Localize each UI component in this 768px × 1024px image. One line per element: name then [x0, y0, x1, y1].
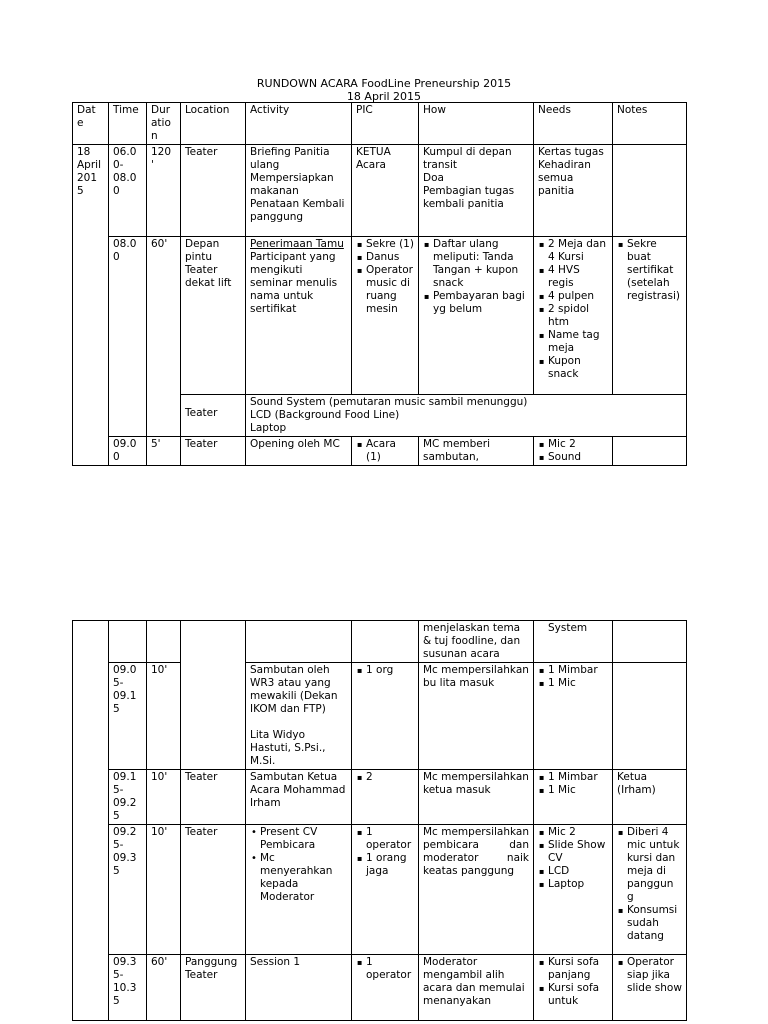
notes-cell [613, 825, 687, 955]
location-cell: Teater [181, 437, 246, 466]
location-cell: Teater [181, 770, 246, 825]
rundown-table [72, 102, 687, 466]
how-cell [419, 145, 534, 237]
needs-cell [534, 237, 613, 395]
needs-item: ▪ Mic 2 [548, 826, 608, 839]
notes-cell [613, 663, 687, 770]
pic-cell: KETUA Acara [352, 145, 419, 237]
location-cell [181, 621, 246, 770]
pic-item: ▪ 1 orang jaga [366, 852, 414, 878]
time-cell: 08.0 0 [109, 237, 147, 437]
location-cell: Teater [181, 395, 246, 437]
header-activity: Activity [246, 103, 352, 145]
needs-item: ▪ 1 Mic [548, 784, 608, 797]
equipment-line: LCD (Background Food Line) [250, 409, 400, 421]
pic-cell [352, 663, 419, 770]
how-line: Doa [423, 172, 444, 184]
notes-cell [613, 145, 687, 237]
time-cell: 09.0 5- 09.1 5 [109, 663, 147, 770]
pic-item: ▪ 1 org [366, 664, 414, 677]
table-row [73, 237, 687, 395]
notes-item: ▪ Sekre buat sertifikat (setelah registrasi) [627, 238, 682, 303]
how-cell: Mc mempersilahkan ketua masuk [419, 770, 534, 825]
location-cell: Depan pintu Teater dekat lift [181, 237, 246, 395]
how-cell [419, 237, 534, 395]
pic-cell [352, 621, 419, 663]
pic-cell [352, 437, 419, 466]
duration-cell: 10' [147, 663, 181, 770]
table-row [73, 955, 687, 1021]
pic-item: ▪ 2 [366, 771, 414, 784]
how-item: ▪ Daftar ulang meliputi: Tanda Tangan + kupon snack [433, 238, 529, 290]
equipment-cell [246, 395, 687, 437]
notes-item: ▪ Diberi 4 mic untuk kursi dan meja di panggun g [627, 826, 682, 904]
table-row [73, 437, 687, 466]
header-row [73, 103, 687, 145]
needs-cell [534, 825, 613, 955]
duration-cell [147, 621, 181, 663]
time-cell: 09.1 5- 09.2 5 [109, 770, 147, 825]
header-location: Location [181, 103, 246, 145]
needs-item: ▪ 1 Mimbar [548, 664, 608, 677]
activity-item: • Present CV Pembicara [260, 826, 347, 852]
time-cell: 06.0 0- 08.0 0 [109, 145, 147, 237]
duration-cell: 60' [147, 955, 181, 1021]
needs-item: ▪ Slide Show CV [548, 839, 608, 865]
time-cell: 09.2 5- 09.3 5 [109, 825, 147, 955]
table-row [73, 145, 687, 237]
activity-item: • Mc menyerahkan kepada Moderator [260, 852, 347, 904]
equipment-line: Laptop [250, 422, 287, 434]
needs-item: ▪ 4 HVS regis [548, 264, 608, 290]
needs-cell: Kertas tugas Kehadiran semua panitia [534, 145, 613, 237]
how-line: Pembagian tugas kembali panitia [423, 185, 515, 210]
time-cell: 09.3 5- 10.3 5 [109, 955, 147, 1021]
pic-item: ▪ 1 operator [366, 826, 414, 852]
header-duration: Dur atio n [147, 103, 181, 145]
pic-cell [352, 825, 419, 955]
needs-cell [534, 437, 613, 466]
activity-line: Briefing Panitia ulang [250, 146, 330, 171]
needs-item: ▪ Kursi sofa untuk [548, 982, 608, 1008]
notes-cell [613, 437, 687, 466]
needs-item: ▪ Kupon snack [548, 355, 608, 381]
pic-cell [352, 237, 419, 395]
how-item: ▪ Pembayaran bagi yg belum [433, 290, 529, 316]
needs-cell [534, 770, 613, 825]
header-pic: PIC [352, 103, 419, 145]
duration-cell: 120 ' [147, 145, 181, 237]
needs-item: ▪ Name tag meja [548, 329, 608, 355]
activity-line: Mempersiapkan makanan [250, 172, 334, 197]
equipment-line: Sound System (pemutaran music sambil menunggu) [250, 396, 528, 408]
pic-item: ▪ Operator music di ruang mesin [366, 264, 414, 316]
activity-title: Penerimaan Tamu [250, 238, 344, 250]
table-row [73, 621, 687, 663]
how-cell: Moderator mengambil alih acara dan memulai menanyakan [419, 955, 534, 1021]
needs-item: ▪ 2 spidol htm [548, 303, 608, 329]
how-cell: Mc mempersilahkan pembicara dan moderator naik keatas panggung [419, 825, 534, 955]
pic-cell [352, 770, 419, 825]
header-needs: Needs [534, 103, 613, 145]
needs-item: ▪ Kursi sofa panjang [548, 956, 608, 982]
activity-cell [246, 621, 352, 663]
how-cell: Mc mempersilahkan bu lita masuk [419, 663, 534, 770]
location-cell: Panggung Teater [181, 955, 246, 1021]
activity-cell [246, 145, 352, 237]
header-date: Dat e [73, 103, 109, 145]
needs-cell [534, 663, 613, 770]
needs-item: ▪ 2 Meja dan 4 Kursi [548, 238, 608, 264]
pic-item: ▪ 1 operator [366, 956, 414, 982]
table-row [73, 825, 687, 955]
date-cell [73, 621, 109, 1021]
notes-item: ▪ Operator siap jika slide show [627, 956, 682, 995]
notes-item: ▪ Konsumsi sudah datang [627, 904, 682, 943]
notes-cell [613, 955, 687, 1021]
speaker-name: Lita Widyo Hastuti, S.Psi., M.Si. [250, 729, 326, 767]
needs-item: ▪ Mic 2 [548, 438, 608, 451]
needs-cell [534, 955, 613, 1021]
needs-item: ▪ 1 Mimbar [548, 771, 608, 784]
table-row [73, 770, 687, 825]
header-how: How [419, 103, 534, 145]
how-line: Kumpul di depan transit [423, 146, 512, 171]
pic-item: ▪ Danus [366, 251, 414, 264]
duration-cell: 10' [147, 770, 181, 825]
needs-cell: System [534, 621, 613, 663]
notes-cell: Ketua (Irham) [613, 770, 687, 825]
needs-item: ▪ Sound [548, 451, 608, 464]
activity-cell: Opening oleh MC [246, 437, 352, 466]
document-title: RUNDOWN ACARA FoodLine Preneurship 2015 [256, 77, 512, 90]
needs-item: ▪ LCD [548, 865, 608, 878]
table-row [73, 663, 687, 770]
duration-cell: 10' [147, 825, 181, 955]
location-cell: Teater [181, 825, 246, 955]
duration-cell: 60' [147, 237, 181, 437]
activity-cell [246, 237, 352, 395]
rundown-table-continued [72, 620, 687, 1021]
time-cell [109, 621, 147, 663]
notes-cell [613, 621, 687, 663]
date-cell: 18 April 201 5 [73, 145, 109, 466]
pic-cell [352, 955, 419, 1021]
how-cell: MC memberi sambutan, [419, 437, 534, 466]
how-cell: menjelaskan tema & tuj foodline, dan susunan acara [419, 621, 534, 663]
needs-item: ▪ 4 pulpen [548, 290, 608, 303]
needs-item: ▪ 1 Mic [548, 677, 608, 690]
activity-cell [246, 663, 352, 770]
time-cell: 09.0 0 [109, 437, 147, 466]
header-notes: Notes [613, 103, 687, 145]
activity-line: Sambutan oleh WR3 atau yang mewakili (Dekan IKOM dan FTP) [250, 664, 338, 715]
header-time: Time [109, 103, 147, 145]
activity-line: Participant yang mengikuti seminar menulis nama untuk sertifikat [250, 251, 338, 315]
activity-line: Penataan Kembali panggung [250, 198, 345, 223]
activity-cell: Session 1 [246, 955, 352, 1021]
location-cell: Teater [181, 145, 246, 237]
page-two [0, 610, 768, 1024]
activity-cell: Sambutan Ketua Acara Mohammad Irham [246, 770, 352, 825]
pic-item: ▪ Acara (1) [366, 438, 414, 464]
activity-cell [246, 825, 352, 955]
needs-item: ▪ Laptop [548, 878, 608, 891]
duration-cell: 5' [147, 437, 181, 466]
notes-cell [613, 237, 687, 395]
pic-item: ▪ Sekre (1) [366, 238, 414, 251]
document-date: 18 April 2015 [346, 90, 422, 103]
